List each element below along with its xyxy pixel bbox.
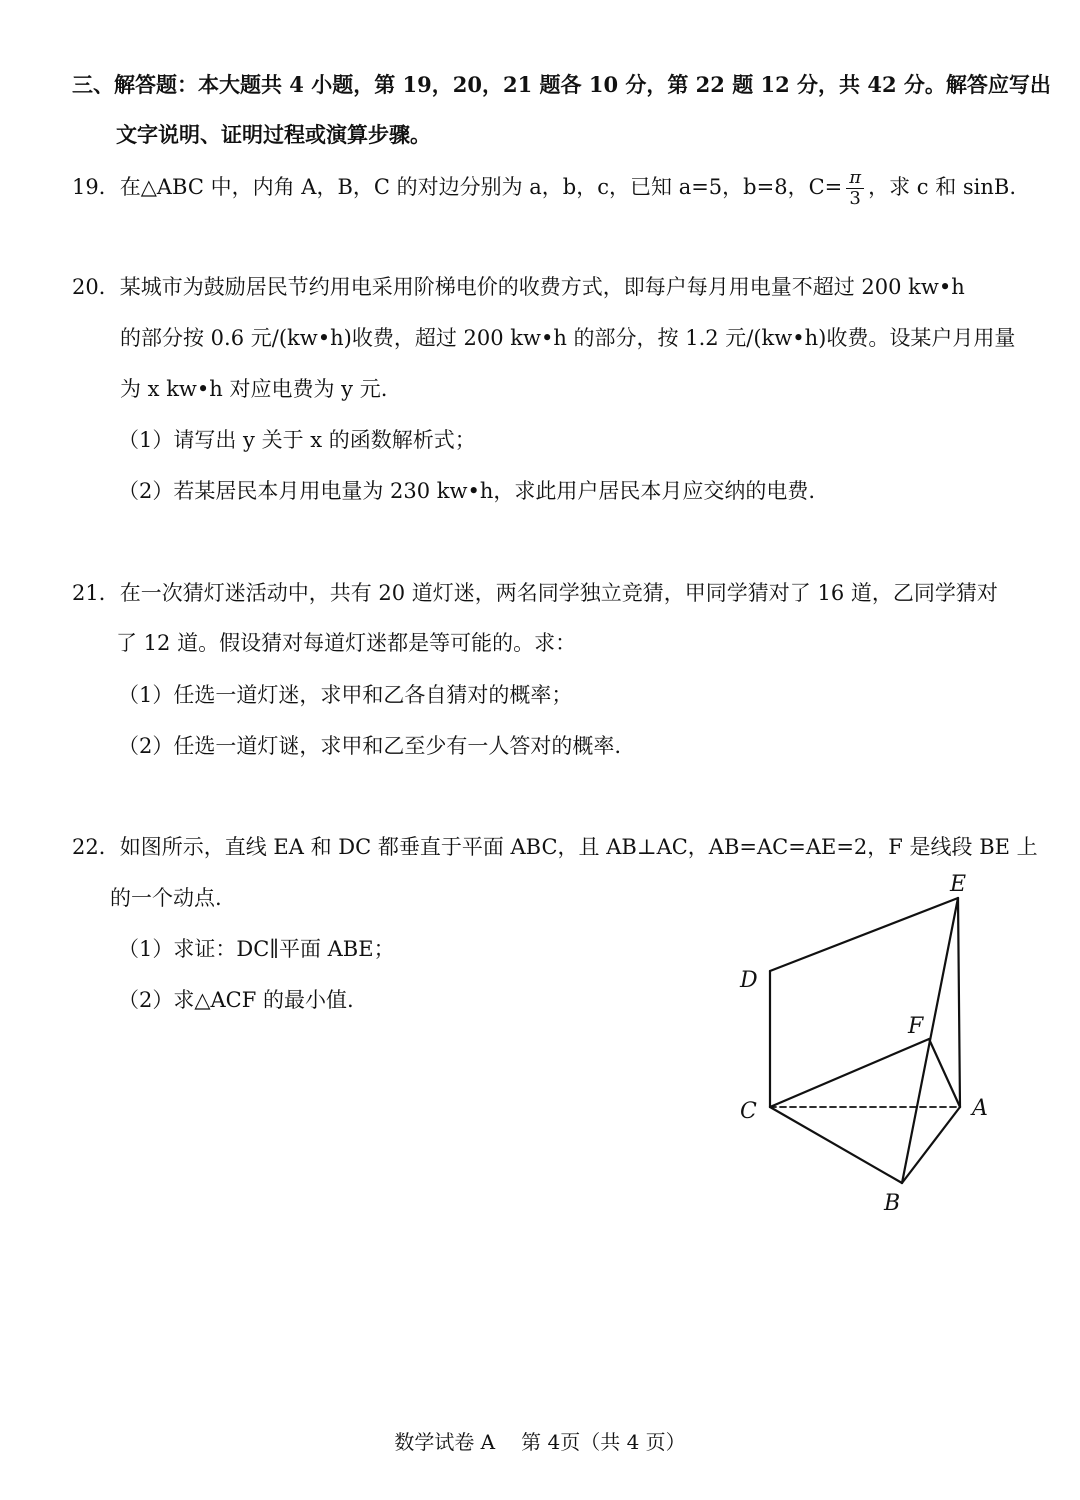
- question-22-sub1: （1）求证：DC∥平面 ABE；: [118, 937, 395, 961]
- question-21-sub1: （1）任选一道灯迷，求甲和乙各自猜对的概率；: [118, 683, 573, 707]
- question-22-line2: 的一个动点.: [110, 886, 222, 910]
- page-footer: [0, 1428, 1080, 1456]
- edge-FA: [929, 1039, 960, 1107]
- q19-text-before: 19．在△ABC 中，内角 A，B，C 的对边分别为 a，b，c，已知 a=5，b=8，C=: [72, 175, 843, 199]
- question-19: [72, 168, 1016, 209]
- edge-BA: [902, 1107, 960, 1183]
- q19-text-after: ，求 c 和 sinB.: [868, 175, 1016, 199]
- question-20-sub2: （2）若某居民本月用电量为 230 kw•h，求此用户居民本月应交纳的电费.: [118, 479, 816, 503]
- label-E: E: [950, 872, 967, 897]
- footer-paper-name: 数学试卷 A: [394, 1430, 496, 1454]
- label-C: C: [740, 1099, 757, 1124]
- section-heading-line2: 文字说明、证明过程或演算步骤。: [116, 122, 431, 147]
- q19-frac-denominator: 3: [849, 188, 861, 209]
- edge-EA: [958, 898, 960, 1107]
- edge-DE: [770, 898, 958, 971]
- question-20-line1: 20．某城市为鼓励居民节约用电采用阶梯电价的收费方式，即每户每月用电量不超过 200 kw•h: [72, 275, 965, 299]
- question-22-line1: 22．如图所示，直线 EA 和 DC 都垂直于平面 ABC，且 AB⊥AC，AB=AC=AE=2，F 是线段 BE 上: [72, 835, 1038, 859]
- label-F: F: [908, 1014, 924, 1039]
- edge-CF: [770, 1039, 929, 1107]
- edge-CB: [770, 1107, 902, 1183]
- label-A: A: [972, 1096, 988, 1121]
- question-21-line2: 了 12 道。假设猜对每道灯迷都是等可能的。求：: [116, 631, 577, 655]
- question-20-line3: 为 x kw•h 对应电费为 y 元.: [120, 377, 388, 401]
- question-20-line2: 的部分按 0.6 元/(kw•h)收费，超过 200 kw•h 的部分，按 1.2 元/(kw•h)收费。设某户月用量: [120, 326, 1016, 350]
- question-21-line1: 21．在一次猜灯迷活动中，共有 20 道灯迷，两名同学独立竞猜，甲同学猜对了 16 道，乙同学猜对: [72, 581, 998, 605]
- label-D: D: [740, 968, 758, 993]
- section-heading-line1: 三、解答题：本大题共 4 小题，第 19，20，21 题各 10 分，第 22 题 12 分，共 42 分。解答应写出: [72, 72, 1051, 97]
- question-21-sub2: （2）任选一道灯谜，求甲和乙至少有一人答对的概率.: [118, 734, 622, 758]
- footer-page-number: 第 4页（共 4 页）: [521, 1430, 686, 1454]
- question-20-sub1: （1）请写出 y 关于 x 的函数解析式；: [118, 428, 476, 452]
- question-22-sub2: （2）求△ACF 的最小值.: [118, 988, 354, 1012]
- q19-frac-numerator: π: [846, 168, 864, 189]
- label-B: B: [884, 1191, 901, 1216]
- q19-fraction: [846, 168, 864, 209]
- geometry-figure: [730, 865, 1020, 1225]
